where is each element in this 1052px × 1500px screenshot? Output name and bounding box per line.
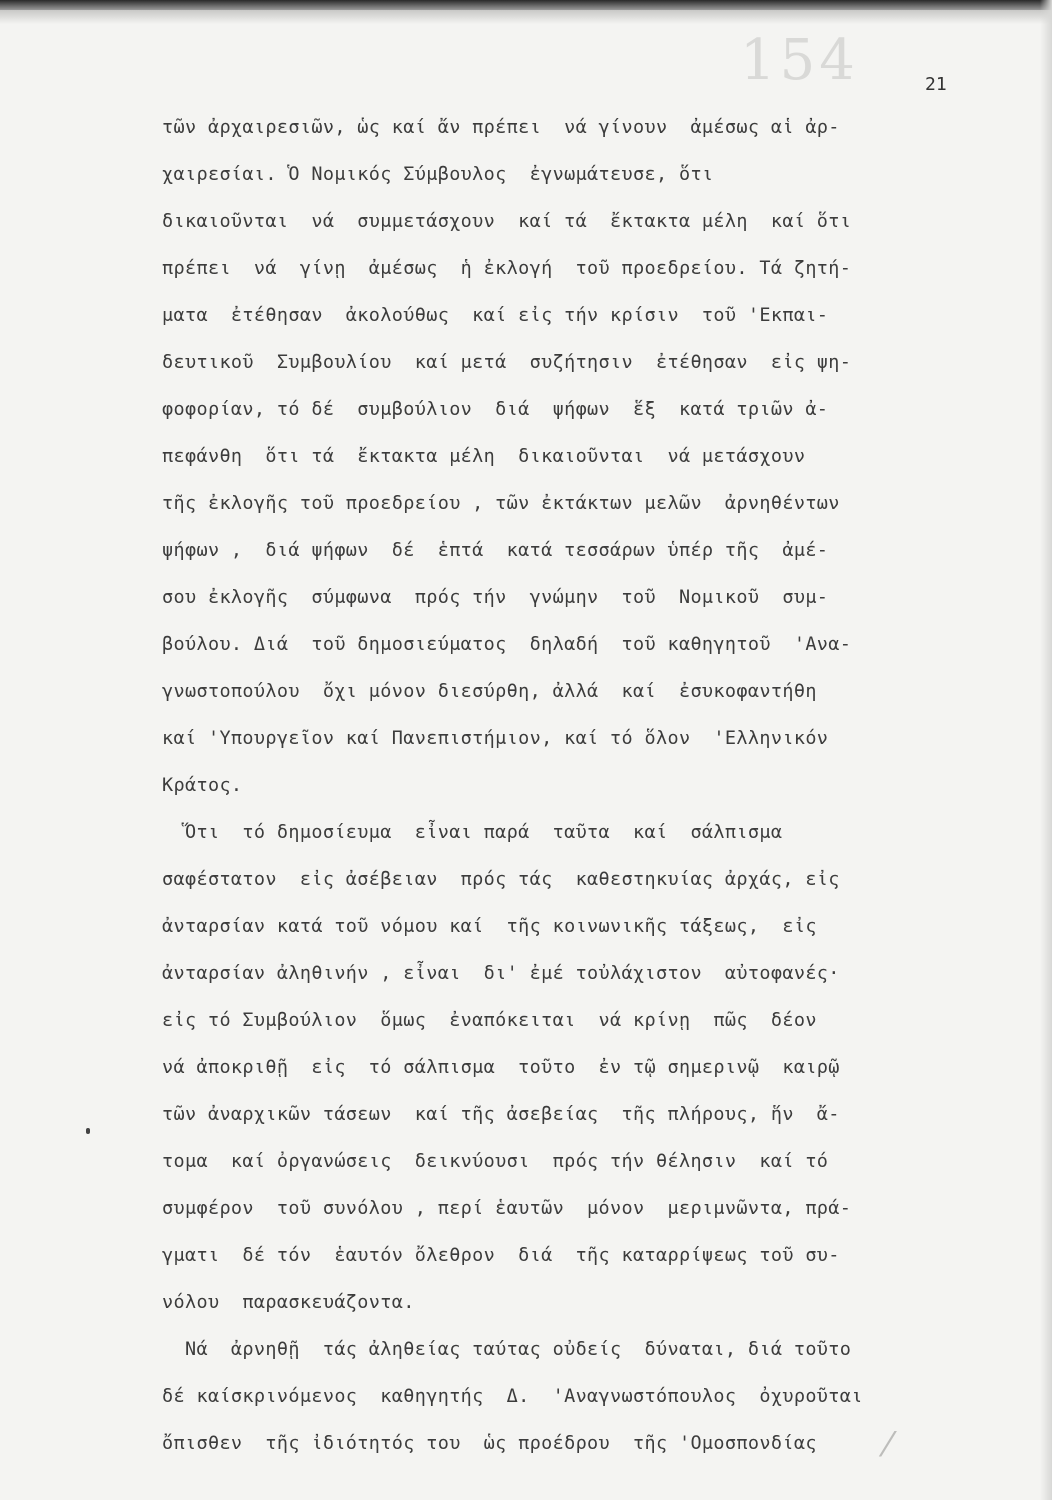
text-line: νόλου παρασκευάζοντα. xyxy=(162,1292,415,1313)
text-line: συμφέρον τοῦ συνόλου , περί ἑαυτῶν μόνον μεριμνῶντα, πρά- xyxy=(162,1198,852,1219)
pencil-mark: ⁄ xyxy=(885,1425,891,1465)
text-line: πεφάνθη ὅτι τά ἔκτακτα μέλη δικαιοῦνται νά μετάσχουν xyxy=(162,446,806,467)
margin-ink-dot xyxy=(86,1128,90,1134)
text-line: εἰς τό Συμβούλιον ὅμως ἐναπόκειται νά κρίνῃ πῶς δέον xyxy=(162,1010,817,1031)
text-line: Ὅτι τό δημοσίευμα εἶναι παρά ταῦτα καί σάλπισμα xyxy=(162,822,783,843)
text-line: ψήφων , διά ψήφων δέ ἑπτά κατά τεσσάρων ὑπέρ τῆς ἀμέ- xyxy=(162,540,829,561)
text-line: σαφέστατον εἰς ἀσέβειαν πρός τάς καθεστηκυίας ἀρχάς, εἰς xyxy=(162,869,840,890)
text-line: ἀνταρσίαν ἀληθινήν , εἶναι δι' ἐμέ τοὐλάχιστον αὐτοφανές· xyxy=(162,963,840,984)
scan-right-edge xyxy=(1040,0,1052,1500)
text-line: Κράτος. xyxy=(162,775,243,796)
text-line: δικαιοῦνται νά συμμετάσχουν καί τά ἔκτακτα μέλη καί ὅτι xyxy=(162,211,852,232)
text-line: ὄπισθεν τῆς ἰδιότητός του ὡς προέδρου τῆς 'Ομοσπονδίας xyxy=(162,1433,817,1454)
text-line: νά ἀποκριθῇ εἰς τό σάλπισμα τοῦτο ἐν τῷ σημερινῷ καιρῷ xyxy=(162,1057,840,1078)
text-line: βούλου. Διά τοῦ δημοσιεύματος δηλαδή τοῦ καθηγητοῦ 'Ανα- xyxy=(162,634,852,655)
scan-top-edge xyxy=(0,0,1052,10)
text-line: φοφορίαν, τό δέ συμβούλιον διά ψήφων ἕξ κατά τριῶν ἀ- xyxy=(162,399,829,420)
text-line: τῶν ἀναρχικῶν τάσεων καί τῆς ἀσεβείας τῆς πλήρους, ἥν ἄ- xyxy=(162,1104,840,1125)
text-line: πρέπει νά γίνῃ ἀμέσως ἡ ἐκλογή τοῦ προεδρείου. Τά ζητή- xyxy=(162,258,852,279)
text-line: γνωστοπούλου ὄχι μόνον διεσύρθη, ἀλλά καί ἐσυκοφαντήθη xyxy=(162,681,817,702)
text-line: χαιρεσίαι. Ὁ Νομικός Σύμβουλος ἐγνωμάτευσε, ὅτι xyxy=(162,164,714,185)
page-number: 21 xyxy=(925,74,947,95)
handwritten-folio-number: 154 xyxy=(740,28,859,93)
text-line: τομα καί ὀργανώσεις δεικνύουσι πρός τήν θέλησιν καί τό xyxy=(162,1151,829,1172)
text-line: ἀνταρσίαν κατά τοῦ νόμου καί τῆς κοινωνικῆς τάξεως, εἰς xyxy=(162,916,817,937)
text-line: δέ καίσκρινόμενος καθηγητής Δ. 'Αναγνωστόπουλος ὀχυροῦται xyxy=(162,1386,863,1407)
text-line: τῆς ἐκλογῆς τοῦ προεδρείου , τῶν ἐκτάκτων μελῶν ἀρνηθέντων xyxy=(162,493,840,514)
text-line: γματι δέ τόν ἑαυτόν ὄλεθρον διά τῆς καταρρίψεως τοῦ συ- xyxy=(162,1245,840,1266)
text-line: καί 'Υπουργεῖον καί Πανεπιστήμιον, καί τό ὅλον 'Ελληνικόν xyxy=(162,728,829,749)
text-line: ματα ἐτέθησαν ἀκολούθως καί εἰς τήν κρίσιν τοῦ 'Εκπαι- xyxy=(162,305,829,326)
text-line: δευτικοῦ Συμβουλίου καί μετά συζήτησιν ἐτέθησαν εἰς ψη- xyxy=(162,352,852,373)
scan-top-shadow xyxy=(0,10,1052,24)
text-line: τῶν ἀρχαιρεσιῶν, ὡς καί ἄν πρέπει νά γίνουν ἀμέσως αἱ ἀρ- xyxy=(162,117,840,138)
text-line: Νά ἀρνηθῇ τάς ἀληθείας ταύτας οὐδείς δύναται, διά τοῦτο xyxy=(162,1339,852,1360)
text-line: σου ἐκλογῆς σύμφωνα πρός τήν γνώμην τοῦ Νομικοῦ συμ- xyxy=(162,587,829,608)
